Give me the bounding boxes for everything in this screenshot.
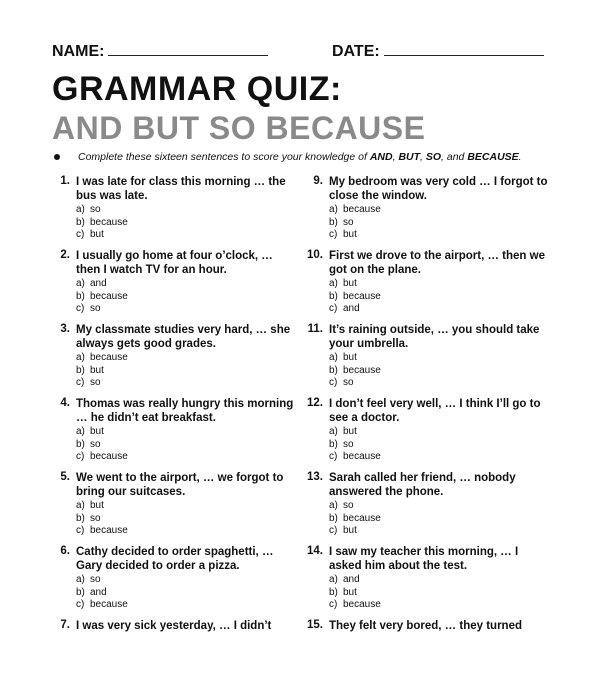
option-letter: a) <box>76 500 85 511</box>
question-item <box>303 397 543 471</box>
question-number: 11. <box>307 323 323 335</box>
answer-option[interactable] <box>76 365 128 378</box>
answer-option[interactable] <box>76 204 128 217</box>
option-letter: c) <box>76 229 85 240</box>
option-letter: b) <box>76 290 85 302</box>
option-text: because <box>343 364 381 376</box>
option-text: but <box>90 426 104 437</box>
answer-option[interactable] <box>76 229 128 242</box>
answer-option[interactable] <box>76 525 128 538</box>
question-number: 2. <box>60 249 70 261</box>
option-text: so <box>90 204 101 215</box>
option-text: because <box>90 216 128 228</box>
question-number: 12. <box>307 397 323 409</box>
option-text: so <box>90 438 101 450</box>
question-text: My classmate studies very hard, … she always gets good grades. <box>76 324 291 350</box>
answer-option[interactable] <box>329 217 381 230</box>
answer-options <box>329 278 381 316</box>
answer-option[interactable] <box>329 500 381 513</box>
question-number: 5. <box>60 471 70 483</box>
question-item <box>303 545 543 619</box>
option-letter: a) <box>329 500 338 511</box>
answer-option[interactable] <box>76 303 128 316</box>
option-letter: b) <box>76 364 85 376</box>
question-item <box>303 323 543 397</box>
option-text: but <box>90 229 104 240</box>
option-letter: c) <box>76 599 85 610</box>
answer-option[interactable] <box>329 365 381 378</box>
question-number: 7. <box>60 619 70 631</box>
answer-option[interactable] <box>76 217 128 230</box>
option-letter: a) <box>329 352 338 363</box>
question-text: First we drove to the airport, … then we got on the plane. <box>329 250 545 276</box>
answer-options <box>76 574 128 612</box>
option-text: but <box>343 278 357 289</box>
answer-option[interactable] <box>329 229 381 242</box>
answer-option[interactable] <box>76 500 128 513</box>
option-text: and <box>343 303 360 314</box>
option-text: and <box>90 586 107 598</box>
option-letter: b) <box>329 290 338 302</box>
answer-option[interactable] <box>329 303 381 316</box>
option-text: because <box>90 352 128 363</box>
option-letter: b) <box>329 438 338 450</box>
question-text: We went to the airport, … we forgot to bring our suitcases. <box>76 472 284 498</box>
question-item <box>303 175 548 249</box>
option-letter: c) <box>76 525 85 536</box>
option-text: so <box>343 500 354 511</box>
answer-options <box>329 574 381 612</box>
option-text: because <box>90 599 128 610</box>
question-number: 15. <box>307 619 323 631</box>
option-text: because <box>343 599 381 610</box>
answer-options <box>76 278 128 316</box>
option-letter: c) <box>329 229 338 240</box>
option-text: but <box>90 500 104 511</box>
instructions <box>52 151 572 163</box>
answer-options <box>76 426 128 464</box>
answer-options <box>329 500 381 538</box>
option-letter: a) <box>329 204 338 215</box>
question-item <box>303 471 543 545</box>
name-field[interactable] <box>52 41 268 61</box>
keyword-but: BUT <box>398 151 421 163</box>
option-text: because <box>90 290 128 302</box>
option-letter: b) <box>329 586 338 598</box>
option-letter: a) <box>76 352 85 363</box>
option-letter: b) <box>76 586 85 598</box>
question-number: 6. <box>60 545 70 557</box>
answer-options <box>329 426 381 464</box>
option-letter: a) <box>76 426 85 437</box>
page-subtitle: AND BUT SO BECAUSE <box>52 110 426 146</box>
answer-option[interactable] <box>329 599 381 612</box>
option-letter: b) <box>329 364 338 376</box>
answer-option[interactable] <box>329 525 381 538</box>
answer-options <box>76 500 128 538</box>
answer-option[interactable] <box>76 439 128 452</box>
answer-option[interactable] <box>76 278 128 291</box>
option-letter: a) <box>329 278 338 289</box>
keyword-and: AND <box>369 151 393 163</box>
answer-option[interactable] <box>329 513 381 526</box>
questions-column-right <box>303 175 548 693</box>
option-letter: a) <box>76 278 85 289</box>
name-label: NAME: <box>52 43 105 60</box>
answer-options <box>329 352 381 390</box>
question-item <box>50 545 290 619</box>
answer-option[interactable] <box>76 599 128 612</box>
date-field[interactable] <box>332 41 544 61</box>
question-item <box>303 249 543 323</box>
option-text: but <box>343 229 357 240</box>
name-blank-line[interactable] <box>108 41 268 56</box>
instructions-period: . <box>518 151 522 163</box>
answer-option[interactable] <box>329 291 381 304</box>
question-text: It’s raining outside, … you should take your umbrella. <box>329 324 540 350</box>
option-text: so <box>90 303 101 314</box>
option-text: and <box>343 574 360 585</box>
question-item <box>50 249 290 323</box>
question-text: I saw my teacher this morning, … I asked him about the test. <box>329 546 519 572</box>
page-title: GRAMMAR QUIZ: <box>52 70 342 108</box>
answer-option[interactable] <box>329 377 381 390</box>
question-number: 9. <box>313 175 323 187</box>
answer-option[interactable] <box>329 439 381 452</box>
question-item <box>50 619 290 693</box>
option-letter: c) <box>76 303 85 314</box>
answer-option[interactable] <box>329 587 381 600</box>
option-letter: b) <box>76 438 85 450</box>
option-text: so <box>343 377 354 388</box>
question-item <box>50 471 290 545</box>
answer-option[interactable] <box>329 278 381 291</box>
option-letter: b) <box>76 512 85 524</box>
answer-options <box>329 204 381 242</box>
option-letter: b) <box>76 216 85 228</box>
option-letter: c) <box>329 525 338 536</box>
answer-option[interactable] <box>329 204 381 217</box>
option-letter: b) <box>329 216 338 228</box>
bullet-icon <box>54 154 60 160</box>
instructions-text: Complete these sixteen sentences to score your knowledge of <box>78 151 370 163</box>
answer-options <box>76 204 128 242</box>
keyword-so: SO <box>425 151 442 163</box>
option-text: so <box>90 574 101 585</box>
option-text: but <box>343 525 357 536</box>
question-item <box>303 619 543 693</box>
question-number: 10. <box>307 249 323 261</box>
instructions-sep: , <box>392 151 399 163</box>
answer-option[interactable] <box>76 291 128 304</box>
question-number: 1. <box>60 175 70 187</box>
question-number: 3. <box>60 323 70 335</box>
question-text: Cathy decided to order spaghetti, … Gary decided to order a pizza. <box>76 546 274 572</box>
option-letter: c) <box>329 303 338 314</box>
keyword-because: BECAUSE <box>467 151 519 163</box>
answer-option[interactable] <box>329 352 381 365</box>
option-text: because <box>343 512 381 524</box>
option-letter: c) <box>76 451 85 462</box>
option-text: but <box>343 426 357 437</box>
answer-option[interactable] <box>329 451 381 464</box>
option-text: because <box>343 451 381 462</box>
option-text: so <box>90 377 101 388</box>
option-text: but <box>343 352 357 363</box>
answer-option[interactable] <box>76 426 128 439</box>
option-text: because <box>90 451 128 462</box>
option-letter: b) <box>329 512 338 524</box>
option-letter: a) <box>329 426 338 437</box>
option-text: because <box>343 204 381 215</box>
instructions-sep: , and <box>441 151 468 163</box>
question-text: Thomas was really hungry this morning … he didn’t eat breakfast. <box>76 398 294 424</box>
question-number: 13. <box>307 471 323 483</box>
question-item <box>50 323 290 397</box>
option-text: and <box>90 278 107 289</box>
option-text: but <box>343 586 357 598</box>
option-letter: c) <box>329 599 338 610</box>
option-text: because <box>90 525 128 536</box>
question-number: 14. <box>307 545 323 557</box>
question-text: I was very sick yesterday, … I didn’t <box>76 620 272 632</box>
answer-option[interactable] <box>329 574 381 587</box>
question-item <box>50 175 290 249</box>
question-text: Sarah called her friend, … nobody answered the phone. <box>329 472 516 498</box>
answer-option[interactable] <box>76 352 128 365</box>
option-text: so <box>343 438 354 450</box>
option-text: because <box>343 290 381 302</box>
question-text: They felt very bored, … they turned <box>329 620 522 632</box>
answer-option[interactable] <box>76 587 128 600</box>
date-label: DATE: <box>332 43 380 60</box>
answer-options <box>76 352 128 390</box>
answer-option[interactable] <box>76 513 128 526</box>
date-blank-line[interactable] <box>384 41 544 56</box>
header-row <box>52 41 556 63</box>
question-number: 4. <box>60 397 70 409</box>
option-letter: a) <box>76 204 85 215</box>
option-letter: c) <box>76 377 85 388</box>
option-letter: c) <box>329 451 338 462</box>
instructions-sep: , <box>420 151 426 163</box>
question-text: My bedroom was very cold … I forgot to close the window. <box>329 176 548 202</box>
answer-option[interactable] <box>76 451 128 464</box>
option-letter: c) <box>329 377 338 388</box>
option-text: so <box>90 512 101 524</box>
answer-option[interactable] <box>329 426 381 439</box>
answer-option[interactable] <box>76 377 128 390</box>
question-item <box>50 397 294 471</box>
answer-option[interactable] <box>76 574 128 587</box>
option-letter: a) <box>329 574 338 585</box>
option-text: so <box>343 216 354 228</box>
option-letter: a) <box>76 574 85 585</box>
option-text: but <box>90 364 104 376</box>
question-text: I don’t feel very well, … I think I’ll go to see a doctor. <box>329 398 541 424</box>
question-text: I usually go home at four o’clock, … then I watch TV for an hour. <box>76 250 273 276</box>
question-text: I was late for class this morning … the bus was late. <box>76 176 286 202</box>
questions-column-left <box>50 175 294 693</box>
